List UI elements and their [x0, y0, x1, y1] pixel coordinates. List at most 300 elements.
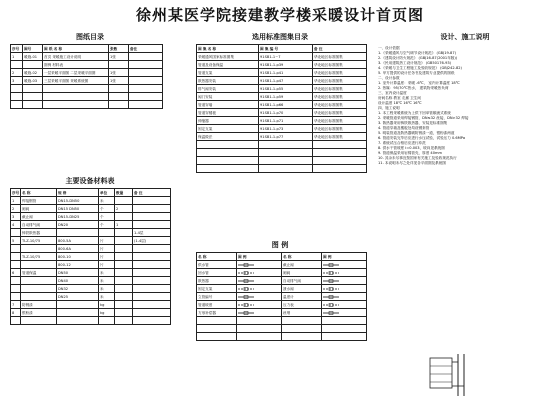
- table-cell: 片: [99, 245, 115, 253]
- header-cell: 图 集 编 号: [259, 45, 313, 53]
- table-cell: [21, 317, 57, 325]
- table-cell: [11, 317, 21, 325]
- table-cell: [282, 317, 322, 325]
- table-cell: [133, 301, 171, 309]
- table-cell: [43, 85, 109, 93]
- table-cell: [322, 333, 367, 341]
- legend-symbol: [323, 271, 339, 275]
- header-cell: 备 注: [133, 189, 171, 197]
- table-cell: [115, 261, 133, 269]
- table-cell: 2: [115, 205, 133, 213]
- table-cell: 首页 采暖施工设计说明: [43, 53, 109, 61]
- table-cell: [197, 165, 259, 173]
- table-cell: 1: [115, 221, 133, 229]
- table-cell: 91SB1-1-p39: [259, 61, 313, 69]
- table-row: [11, 221, 171, 229]
- table-cell: [21, 245, 57, 253]
- table-cell: [133, 253, 171, 261]
- table-cell: 管道保温: [21, 269, 57, 277]
- note-line: 3.《民用建筑热工设计规范》 (GB50176-93): [378, 61, 452, 65]
- table-row: [197, 85, 367, 93]
- table-cell: DN20: [57, 221, 99, 229]
- table-cell: 片: [99, 253, 115, 261]
- table-header-row: [11, 189, 171, 197]
- table-cell: 供水管: [197, 261, 237, 269]
- table-cell: [237, 269, 282, 277]
- table-cell: [322, 269, 367, 277]
- table-cell: [197, 149, 259, 157]
- table-cell: [259, 157, 313, 165]
- table-cell: 800-10: [57, 253, 99, 261]
- table-cell: 91SB1-1-p77: [259, 133, 313, 141]
- table-cell: [197, 317, 237, 325]
- table-row: [11, 229, 171, 237]
- table-cell: [133, 309, 171, 317]
- header-cell: 图 例: [322, 253, 367, 261]
- table-cell: 焊接钢管: [21, 197, 57, 205]
- table-cell: [57, 309, 99, 317]
- legend-symbol: [238, 287, 254, 291]
- table-row: [11, 101, 163, 109]
- table-cell: [259, 149, 313, 157]
- legend-symbol: [323, 279, 339, 283]
- standard-list-table: [196, 44, 367, 173]
- table-cell: 华北地区标准图集: [313, 133, 367, 141]
- table-cell: 米: [99, 269, 115, 277]
- material-list-title: 主要设备材料表: [65, 177, 115, 185]
- note-line: 4.《采暖与卫生工程施工及验收规范》 (GBJ242-82): [378, 66, 462, 70]
- table-cell: [115, 213, 133, 221]
- table-cell: [313, 157, 367, 165]
- table-cell: [23, 61, 43, 69]
- table-cell: 自动排气阀: [282, 277, 322, 285]
- legend-symbol: [238, 271, 254, 275]
- table-row: [197, 285, 367, 293]
- table-cell: [237, 301, 282, 309]
- table-row: [11, 269, 171, 277]
- legend-symbol: [323, 287, 339, 291]
- table-cell: 91SB1-1-p41: [259, 69, 313, 77]
- header-cell: 图 纸 名 称: [43, 45, 109, 53]
- table-row: [197, 53, 367, 61]
- table-row: [11, 293, 171, 301]
- table-cell: 暖施-01: [23, 53, 43, 61]
- table-row: [11, 53, 163, 61]
- table-cell: [322, 277, 367, 285]
- table-cell: [11, 101, 23, 109]
- header-cell: 名 称: [282, 253, 322, 261]
- table-row: [197, 149, 367, 157]
- table-cell: [109, 101, 129, 109]
- table-cell: 泄水阀: [282, 285, 322, 293]
- table-cell: [237, 261, 282, 269]
- table-row: [11, 213, 171, 221]
- table-cell: [11, 293, 21, 301]
- table-row: [11, 93, 163, 101]
- table-row: [11, 277, 171, 285]
- note-line: 3. 散热器采用铸铁散热器，安装见标准图集: [378, 121, 448, 125]
- table-cell: 1张: [109, 77, 129, 85]
- table-cell: [322, 325, 367, 333]
- table-row: [197, 269, 367, 277]
- table-cell: 1: [11, 53, 23, 61]
- table-cell: 防锈漆: [21, 301, 57, 309]
- table-header-row: [11, 45, 163, 53]
- table-cell: [282, 325, 322, 333]
- table-cell: [129, 61, 163, 69]
- table-row: [197, 61, 367, 69]
- table-cell: [237, 293, 282, 301]
- table-cell: 管道及设备保温: [197, 61, 259, 69]
- legend-title: 图 例: [271, 241, 289, 249]
- table-cell: 个: [99, 205, 115, 213]
- note-line: 2. 热媒：95/70℃热水， 建筑物采暖热负荷: [378, 86, 449, 90]
- table-cell: [57, 317, 99, 325]
- table-cell: 管道支架: [197, 69, 259, 77]
- table-row: [11, 309, 171, 317]
- table-row: [197, 117, 367, 125]
- table-cell: [115, 293, 133, 301]
- table-cell: 91SB1-1-p73: [259, 125, 313, 133]
- table-cell: 采暖通风国家标准图集: [197, 53, 259, 61]
- table-cell: 丝堵: [282, 309, 322, 317]
- table-cell: kg: [99, 301, 115, 309]
- table-cell: [21, 261, 57, 269]
- table-cell: 个: [99, 213, 115, 221]
- table-header-row: [197, 253, 367, 261]
- legend-symbol: [238, 279, 254, 283]
- table-row: [11, 253, 171, 261]
- legend-symbol: [238, 311, 254, 315]
- table-cell: 91SB1-1-p66: [259, 101, 313, 109]
- table-cell: [11, 61, 23, 69]
- note-line: 二、设计参数: [378, 76, 400, 80]
- table-cell: 华北地区标准图集: [313, 117, 367, 125]
- table-cell: [322, 293, 367, 301]
- table-cell: 方形补偿器: [197, 309, 237, 317]
- table-cell: [133, 261, 171, 269]
- table-cell: [23, 101, 43, 109]
- table-row: [11, 301, 171, 309]
- table-cell: [109, 93, 129, 101]
- table-cell: [133, 213, 171, 221]
- table-row: [11, 205, 171, 213]
- legend-symbol: [238, 295, 254, 299]
- table-cell: [57, 301, 99, 309]
- table-cell: 91SB1-1-p55: [259, 85, 313, 93]
- table-row: [197, 157, 367, 165]
- note-line: 5. 甲方提供的设计任务书及建筑专业提供的图纸: [378, 71, 455, 75]
- note-line: 11. 本说明未尽之处详见各平面图及系统图: [378, 161, 446, 165]
- table-cell: 3: [11, 77, 23, 85]
- table-cell: [109, 61, 129, 69]
- table-cell: [313, 141, 367, 149]
- header-cell: 图 例: [237, 253, 282, 261]
- table-cell: 8: [11, 309, 21, 317]
- table-row: [197, 133, 367, 141]
- drawing-list-table: [10, 44, 163, 109]
- table-cell: 管道坡度: [197, 301, 237, 309]
- table-row: [197, 325, 367, 333]
- table-cell: [259, 141, 313, 149]
- drawing-list-title: 图纸目录: [76, 33, 104, 41]
- table-row: [197, 293, 367, 301]
- table-cell: [237, 325, 282, 333]
- table-cell: 华北地区标准图集: [313, 109, 367, 117]
- table-cell: 华北地区标准图集: [313, 93, 367, 101]
- table-cell: 压力表: [282, 301, 322, 309]
- table-row: [11, 197, 171, 205]
- table-cell: [11, 277, 21, 285]
- table-cell: 米: [99, 197, 115, 205]
- table-cell: 一层采暖平面图 二层采暖平面图: [43, 69, 109, 77]
- table-cell: 保温做法: [197, 133, 259, 141]
- table-cell: 固定支架: [197, 125, 259, 133]
- table-cell: 91SB1-1-p47: [259, 77, 313, 85]
- table-row: [197, 125, 367, 133]
- header-cell: 规 格: [57, 189, 99, 197]
- table-cell: [115, 285, 133, 293]
- legend-symbol: [323, 295, 339, 299]
- table-cell: 3: [11, 213, 21, 221]
- table-cell: 91SB1-1-p71: [259, 117, 313, 125]
- note-line: 2. 采暖管道采用焊接钢管，DN≤32 丝接，DN>32 焊接: [378, 116, 469, 120]
- table-cell: [237, 317, 282, 325]
- table-cell: [282, 333, 322, 341]
- table-cell: [322, 309, 367, 317]
- table-cell: 排气阀安装: [197, 85, 259, 93]
- table-cell: 91SB1-1-p70: [259, 109, 313, 117]
- table-cell: 华北地区标准图集: [313, 61, 367, 69]
- table-cell: 截止阀: [21, 213, 57, 221]
- table-cell: [322, 285, 367, 293]
- table-cell: DN15-DN25: [57, 213, 99, 221]
- legend-table: [196, 252, 367, 341]
- table-cell: [115, 277, 133, 285]
- table-cell: 铸铁散热器: [21, 229, 57, 237]
- table-cell: [11, 253, 21, 261]
- table-cell: [11, 245, 21, 253]
- table-cell: 1张: [109, 53, 129, 61]
- header-cell: 图 集 名 称: [197, 45, 259, 53]
- note-line: 6. 管道安装完毕后应进行水压试验，试验压力 0.6MPa: [378, 136, 466, 140]
- table-cell: [115, 253, 133, 261]
- table-cell: 800-5A: [57, 237, 99, 245]
- table-cell: 阀门安装: [197, 93, 259, 101]
- note-line: 1. 本工程采暖系统为上供下回单管顺流式系统: [378, 111, 451, 115]
- note-line: 2.《建筑设计防火规范》 (GBJ16-87(2001年版)): [378, 56, 458, 60]
- note-line: 一、设计依据: [378, 46, 400, 50]
- table-cell: 截止阀: [282, 261, 322, 269]
- table-cell: 2: [11, 69, 23, 77]
- table-row: [11, 69, 163, 77]
- table-cell: 自动排气阀: [21, 221, 57, 229]
- standard-list-title: 选用标准图集目录: [252, 33, 308, 41]
- table-cell: DN32: [57, 285, 99, 293]
- header-cell: 图号: [23, 45, 43, 53]
- table-row: [11, 237, 171, 245]
- header-cell: 序号: [11, 45, 23, 53]
- note-line: 设计温度 18℃ 16℃ 16℃: [378, 101, 422, 105]
- table-cell: [133, 317, 171, 325]
- table-cell: 立管编号: [197, 293, 237, 301]
- table-cell: DN15-DN50: [57, 197, 99, 205]
- table-cell: 6: [11, 269, 21, 277]
- table-cell: [129, 101, 163, 109]
- table-cell: 华北地区标准图集: [313, 69, 367, 77]
- legend-symbol: [238, 303, 254, 307]
- table-cell: [197, 325, 237, 333]
- table-cell: [57, 229, 99, 237]
- table-cell: 1-4层: [133, 229, 171, 237]
- header-cell: 名 称: [21, 189, 57, 197]
- table-row: [197, 165, 367, 173]
- table-row: [197, 141, 367, 149]
- table-cell: kg: [99, 309, 115, 317]
- table-cell: DN15 DN50: [57, 205, 99, 213]
- legend-symbol: [323, 311, 339, 315]
- table-cell: 华北地区标准图集: [313, 77, 367, 85]
- table-row: [197, 333, 367, 341]
- table-cell: 伸缩器: [197, 117, 259, 125]
- table-cell: 华北地区标准图集: [313, 85, 367, 93]
- note-line: 5. 明装管道及散热器刷防锈漆一道，银粉漆两道: [378, 131, 455, 135]
- table-row: [197, 69, 367, 77]
- table-cell: [115, 237, 133, 245]
- table-cell: [133, 285, 171, 293]
- table-cell: 2: [11, 205, 21, 213]
- table-cell: TLZ-10/75: [21, 237, 57, 245]
- table-cell: DN40: [57, 277, 99, 285]
- legend-symbol: [238, 263, 254, 267]
- table-cell: DN25: [57, 293, 99, 301]
- note-line: 1.《采暖通风与空气调节设计规范》 (GBJ19-87): [378, 51, 457, 55]
- table-cell: [197, 157, 259, 165]
- table-row: [11, 317, 171, 325]
- note-line: 三、室内设计温度: [378, 91, 407, 95]
- table-cell: [21, 277, 57, 285]
- table-cell: [237, 277, 282, 285]
- table-cell: [115, 309, 133, 317]
- table-cell: 800-12: [57, 261, 99, 269]
- table-cell: [11, 285, 21, 293]
- table-cell: 米: [99, 285, 115, 293]
- table-cell: 1张: [109, 69, 129, 77]
- note-line: 8. 供水干管坡度 i=0.003，坡向见系统图: [378, 146, 445, 150]
- table-cell: [43, 93, 109, 101]
- legend-symbol: [323, 263, 339, 267]
- table-cell: 个: [99, 221, 115, 229]
- table-cell: [115, 197, 133, 205]
- table-cell: 管道穿墙: [197, 101, 259, 109]
- table-cell: 暖施-03: [23, 77, 43, 85]
- table-cell: 回水管: [197, 269, 237, 277]
- table-row: [197, 301, 367, 309]
- header-cell: 数量: [115, 189, 133, 197]
- table-cell: 800-6A: [57, 245, 99, 253]
- table-cell: [197, 333, 237, 341]
- table-cell: 图例 材料表: [43, 61, 109, 69]
- table-cell: [129, 77, 163, 85]
- table-cell: 温度计: [282, 293, 322, 301]
- material-list-table: [10, 188, 171, 325]
- table-cell: 管道穿楼板: [197, 109, 259, 117]
- table-cell: 散热器安装: [197, 77, 259, 85]
- header-cell: 单位: [99, 189, 115, 197]
- note-line: 10. 其余未尽事宜按国家有关施工及验收规范执行: [378, 156, 457, 160]
- note-line: 房间名称 教室 走廊 卫生间: [378, 96, 421, 100]
- table-cell: [11, 261, 21, 269]
- table-cell: [115, 301, 133, 309]
- table-cell: 5: [11, 237, 21, 245]
- table-cell: [237, 285, 282, 293]
- table-row: [11, 261, 171, 269]
- table-row: [197, 77, 367, 85]
- table-cell: 4: [11, 221, 21, 229]
- table-cell: [129, 53, 163, 61]
- note-line: 4. 管道穿墙及楼板处均设钢套管: [378, 126, 430, 130]
- table-row: [11, 77, 163, 85]
- table-cell: [129, 85, 163, 93]
- table-cell: [99, 229, 115, 237]
- table-row: [197, 93, 367, 101]
- table-cell: [129, 93, 163, 101]
- table-cell: [11, 229, 21, 237]
- table-cell: 7: [11, 301, 21, 309]
- table-cell: (1-4层): [133, 237, 171, 245]
- table-cell: [11, 85, 23, 93]
- notes-title: 设计、施工说明: [440, 33, 490, 41]
- table-cell: [23, 85, 43, 93]
- legend-symbol: [323, 303, 339, 307]
- header-cell: 张数: [109, 45, 129, 53]
- header-cell: 序号: [12, 190, 20, 195]
- table-cell: [115, 269, 133, 277]
- table-cell: [23, 93, 43, 101]
- table-cell: [322, 261, 367, 269]
- design-notes: [378, 46, 548, 166]
- table-cell: 91SB1-1~7: [259, 53, 313, 61]
- table-row: [11, 285, 171, 293]
- table-cell: [133, 197, 171, 205]
- table-cell: 闸阀: [282, 269, 322, 277]
- table-cell: [237, 333, 282, 341]
- table-cell: [129, 69, 163, 77]
- header-cell: 备 注: [313, 45, 367, 53]
- table-cell: [115, 317, 133, 325]
- table-cell: [11, 93, 23, 101]
- page-title: 徐州某医学院接建教学楼采暖设计首页图: [135, 6, 424, 24]
- table-cell: [313, 165, 367, 173]
- header-cell: 备注: [129, 45, 163, 53]
- table-cell: [322, 317, 367, 325]
- table-cell: [259, 165, 313, 173]
- table-cell: 三层采暖平面图 采暖系统图: [43, 77, 109, 85]
- table-row: [197, 309, 367, 317]
- table-cell: [133, 205, 171, 213]
- table-cell: [237, 309, 282, 317]
- table-cell: [133, 221, 171, 229]
- header-cell: 名 称: [197, 253, 237, 261]
- table-cell: 华北地区标准图集: [313, 53, 367, 61]
- table-cell: [133, 269, 171, 277]
- table-cell: 米: [99, 293, 115, 301]
- table-row: [197, 101, 367, 109]
- table-cell: [133, 245, 171, 253]
- table-cell: [115, 229, 133, 237]
- table-cell: 散热器: [197, 277, 237, 285]
- note-line: 1. 室外计算温度：采暖 -6℃， 室内计算温度 18℃: [378, 81, 460, 85]
